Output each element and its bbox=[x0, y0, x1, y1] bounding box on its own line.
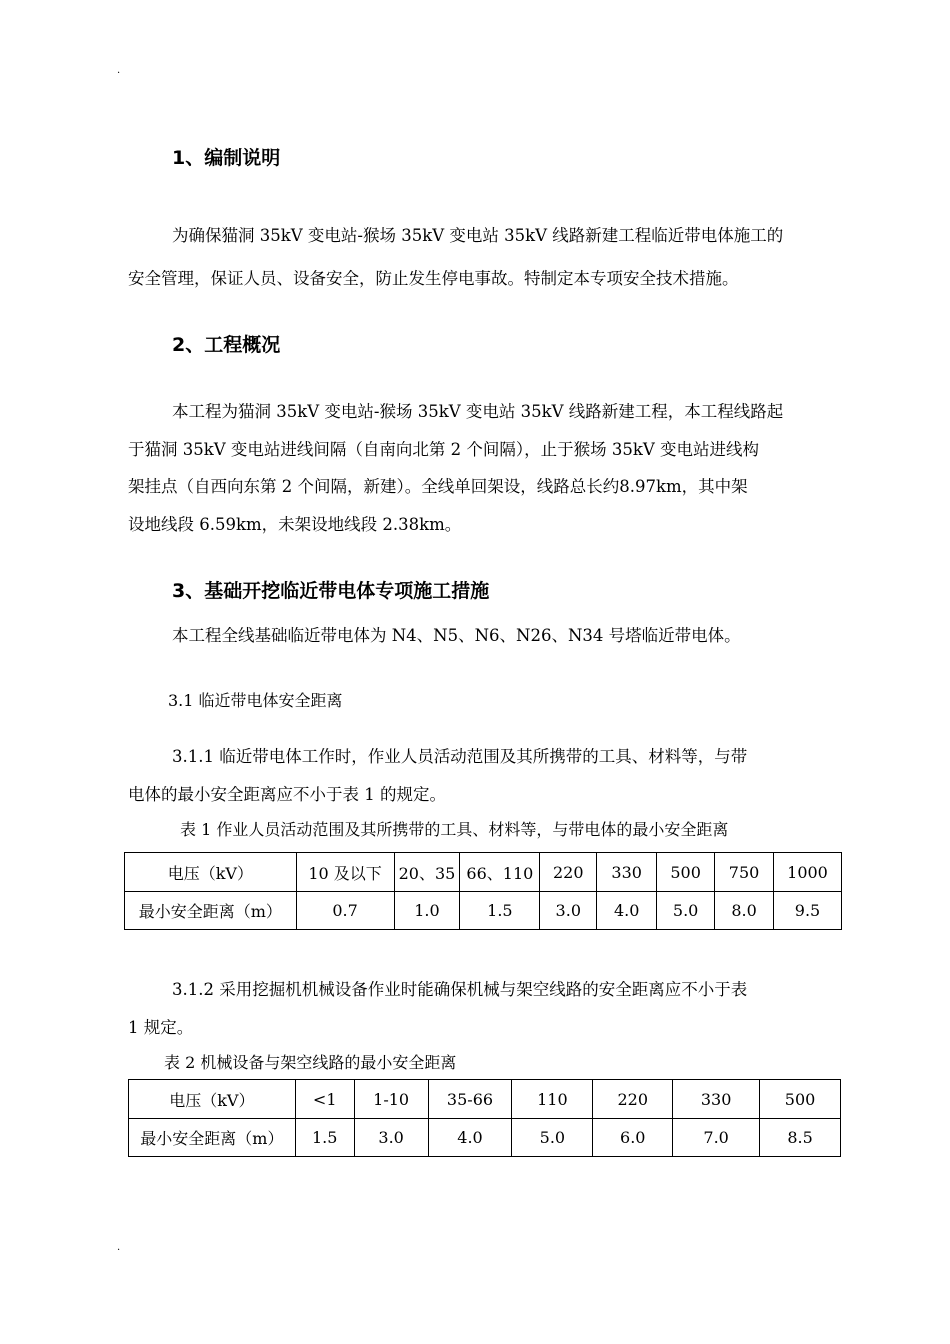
page-mark-bottom: . bbox=[117, 1242, 121, 1253]
clause-3-1-2-line-1: 3.1.2 采用挖掘机机械设备作业时能确保机械与架空线路的安全距离应不小于表 bbox=[172, 980, 748, 999]
table-1-distance-cell: 9.5 bbox=[774, 892, 842, 930]
table-2-voltage-row bbox=[129, 1080, 841, 1119]
table-1-voltage-cell: 1000 bbox=[774, 853, 842, 892]
table-2-voltage-label: 电压（kV） bbox=[129, 1080, 296, 1119]
table-1-caption: 表 1 作业人员活动范围及其所携带的工具、材料等，与带电体的最小安全距离 bbox=[180, 820, 729, 839]
clause-3-1-1-line-2: 电体的最小安全距离应不小于表 1 的规定。 bbox=[128, 785, 446, 804]
table-2-distance-cell: 5.0 bbox=[512, 1119, 593, 1157]
table-2-voltage-cell: 35-66 bbox=[428, 1080, 512, 1119]
section-1-line-1: 为确保猫洞 35kV 变电站-猴场 35kV 变电站 35kV 线路新建工程临近带电体施工的 bbox=[172, 226, 784, 245]
table-2-voltage-cell: 220 bbox=[593, 1080, 673, 1119]
section-2-line-2: 于猫洞 35kV 变电站进线间隔（自南向北第 2 个间隔），止于猴场 35kV 变电站进线构 bbox=[128, 440, 760, 459]
section-3-heading: 3、基础开挖临近带电体专项施工措施 bbox=[172, 580, 490, 602]
table-1-voltage-cell: 220 bbox=[540, 853, 597, 892]
table-2-voltage-cell: <1 bbox=[295, 1080, 354, 1119]
table-1-voltage-row bbox=[125, 853, 842, 892]
table-2-distance-cell: 8.5 bbox=[760, 1119, 841, 1157]
table-1-voltage-label: 电压（kV） bbox=[125, 853, 297, 892]
section-3-intro: 本工程全线基础临近带电体为 N4、N5、N6、N26、N34 号塔临近带电体。 bbox=[172, 626, 741, 645]
table-1-voltage-cell: 20、35 bbox=[394, 853, 460, 892]
clause-3-1-2-line-2: 1 规定。 bbox=[128, 1018, 194, 1037]
page-mark-top: . bbox=[117, 65, 121, 76]
table-1-distance-cell: 4.0 bbox=[597, 892, 657, 930]
table-2-distance-row bbox=[129, 1119, 841, 1157]
table-1-distance-row bbox=[125, 892, 842, 930]
table-1-distance-cell: 3.0 bbox=[540, 892, 597, 930]
table-1-voltage-cell: 66、110 bbox=[460, 853, 540, 892]
table-1-voltage-cell: 500 bbox=[657, 853, 715, 892]
table-1-voltage-cell: 750 bbox=[715, 853, 774, 892]
table-1 bbox=[124, 852, 842, 930]
table-2-voltage-cell: 1-10 bbox=[354, 1080, 428, 1119]
table-1-distance-label: 最小安全距离（m） bbox=[125, 892, 297, 930]
section-1-line-2: 安全管理，保证人员、设备安全，防止发生停电事故。特制定本专项安全技术措施。 bbox=[128, 269, 739, 288]
table-2-caption: 表 2 机械设备与架空线路的最小安全距离 bbox=[164, 1053, 457, 1072]
table-1-distance-cell: 5.0 bbox=[657, 892, 715, 930]
table-1-distance-cell: 1.0 bbox=[394, 892, 460, 930]
table-2-distance-cell: 4.0 bbox=[428, 1119, 512, 1157]
section-2-line-4: 设地线段 6.59km，未架设地线段 2.38km。 bbox=[128, 515, 462, 534]
table-2-distance-cell: 6.0 bbox=[593, 1119, 673, 1157]
table-2-voltage-cell: 500 bbox=[760, 1080, 841, 1119]
table-2-voltage-cell: 110 bbox=[512, 1080, 593, 1119]
table-2 bbox=[128, 1079, 841, 1157]
section-2-heading: 2、工程概况 bbox=[172, 334, 281, 356]
table-1-distance-cell: 1.5 bbox=[460, 892, 540, 930]
table-1-distance-cell: 0.7 bbox=[296, 892, 394, 930]
table-1-voltage-cell: 10 及以下 bbox=[296, 853, 394, 892]
section-3-1-heading: 3.1 临近带电体安全距离 bbox=[168, 691, 343, 710]
section-2-line-1: 本工程为猫洞 35kV 变电站-猴场 35kV 变电站 35kV 线路新建工程，本工程线路起 bbox=[172, 402, 784, 421]
table-2-distance-cell: 3.0 bbox=[354, 1119, 428, 1157]
clause-3-1-1-line-1: 3.1.1 临近带电体工作时，作业人员活动范围及其所携带的工具、材料等，与带 bbox=[172, 747, 748, 766]
table-2-distance-cell: 1.5 bbox=[295, 1119, 354, 1157]
table-2-distance-cell: 7.0 bbox=[673, 1119, 760, 1157]
table-1-voltage-cell: 330 bbox=[597, 853, 657, 892]
table-2-distance-label: 最小安全距离（m） bbox=[129, 1119, 296, 1157]
section-2-line-3: 架挂点（自西向东第 2 个间隔，新建）。全线单回架设，线路总长约8.97km，其中架 bbox=[128, 477, 748, 496]
table-2-voltage-cell: 330 bbox=[673, 1080, 760, 1119]
table-1-distance-cell: 8.0 bbox=[715, 892, 774, 930]
section-1-heading: 1、编制说明 bbox=[172, 147, 281, 169]
